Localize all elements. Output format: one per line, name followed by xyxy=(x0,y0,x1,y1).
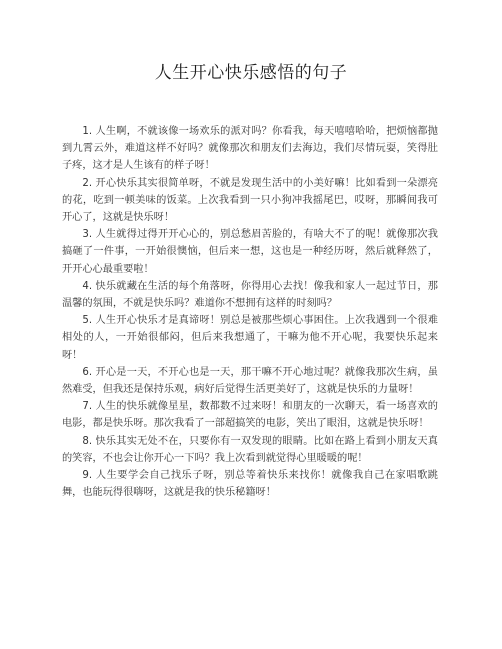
paragraph-1: 1. 人生啊，不就该像一场欢乐的派对吗？你看我，每天嘻嘻哈哈，把烦恼都抛到九霄云外，难道这样不好吗？就像那次和朋友们去海边，我们尽情玩耍，笑得肚子疼，这才是人生该有的样子呀！ xyxy=(62,126,438,172)
paragraph-2: 2. 开心快乐其实很简单呀，不就是发现生活中的小美好嘛！比如看到一朵漂亮的花，吃到一顿美味的饭菜。上次我看到一只小狗冲我摇尾巴，哎呀，那瞬间我可开心了，这就是快乐呀！ xyxy=(62,177,438,224)
paragraph-5: 5. 人生开心快乐才是真谛呀！别总是被那些烦心事困住。上次我遇到一个很难相处的人，一开始很郁闷，但后来我想通了，干嘛为他不开心呢，我要快乐起来呀！ xyxy=(62,315,438,361)
paragraph-9: 9. 人生要学会自己找乐子呀，别总等着快乐来找你！就像我自己在家唱歌跳舞，也能玩得很嗨呀，这就是我的快乐秘籍呀！ xyxy=(62,470,438,499)
paragraph-8: 8. 快乐其实无处不在，只要你有一双发现的眼睛。比如在路上看到小朋友天真的笑容，不也会让你开心一下吗？我上次看到就觉得心里暖暖的呢！ xyxy=(62,435,438,464)
paragraph-7: 7. 人生的快乐就像星星，数都数不过来呀！和朋友的一次聊天，看一场喜欢的电影，都是快乐呀。那次我看了一部超搞笑的电影，笑出了眼泪，这就是快乐呀！ xyxy=(62,401,438,430)
paragraph-3: 3. 人生就得过得开开心心的，别总愁眉苦脸的，有啥大不了的呢！就像那次我搞砸了一件事，一开始很懊恼，但后来一想，这也是一种经历呀，然后就释然了，开开心心最重要啦！ xyxy=(62,229,438,275)
paragraph-6: 6. 开心是一天，不开心也是一天，那干嘛不开心地过呢？就像我那次生病，虽然难受，但我还是保持乐观，病好后觉得生活更美好了，这就是快乐的力量呀！ xyxy=(62,366,438,396)
document-body xyxy=(62,123,438,501)
paragraph-4: 4. 快乐就藏在生活的每个角落呀，你得用心去找！像我和家人一起过节日，那温馨的氛围，不就是快乐吗？难道你不想拥有这样的时刻吗？ xyxy=(62,280,438,310)
document-title: 人生开心快乐感悟的句子 xyxy=(154,63,348,83)
